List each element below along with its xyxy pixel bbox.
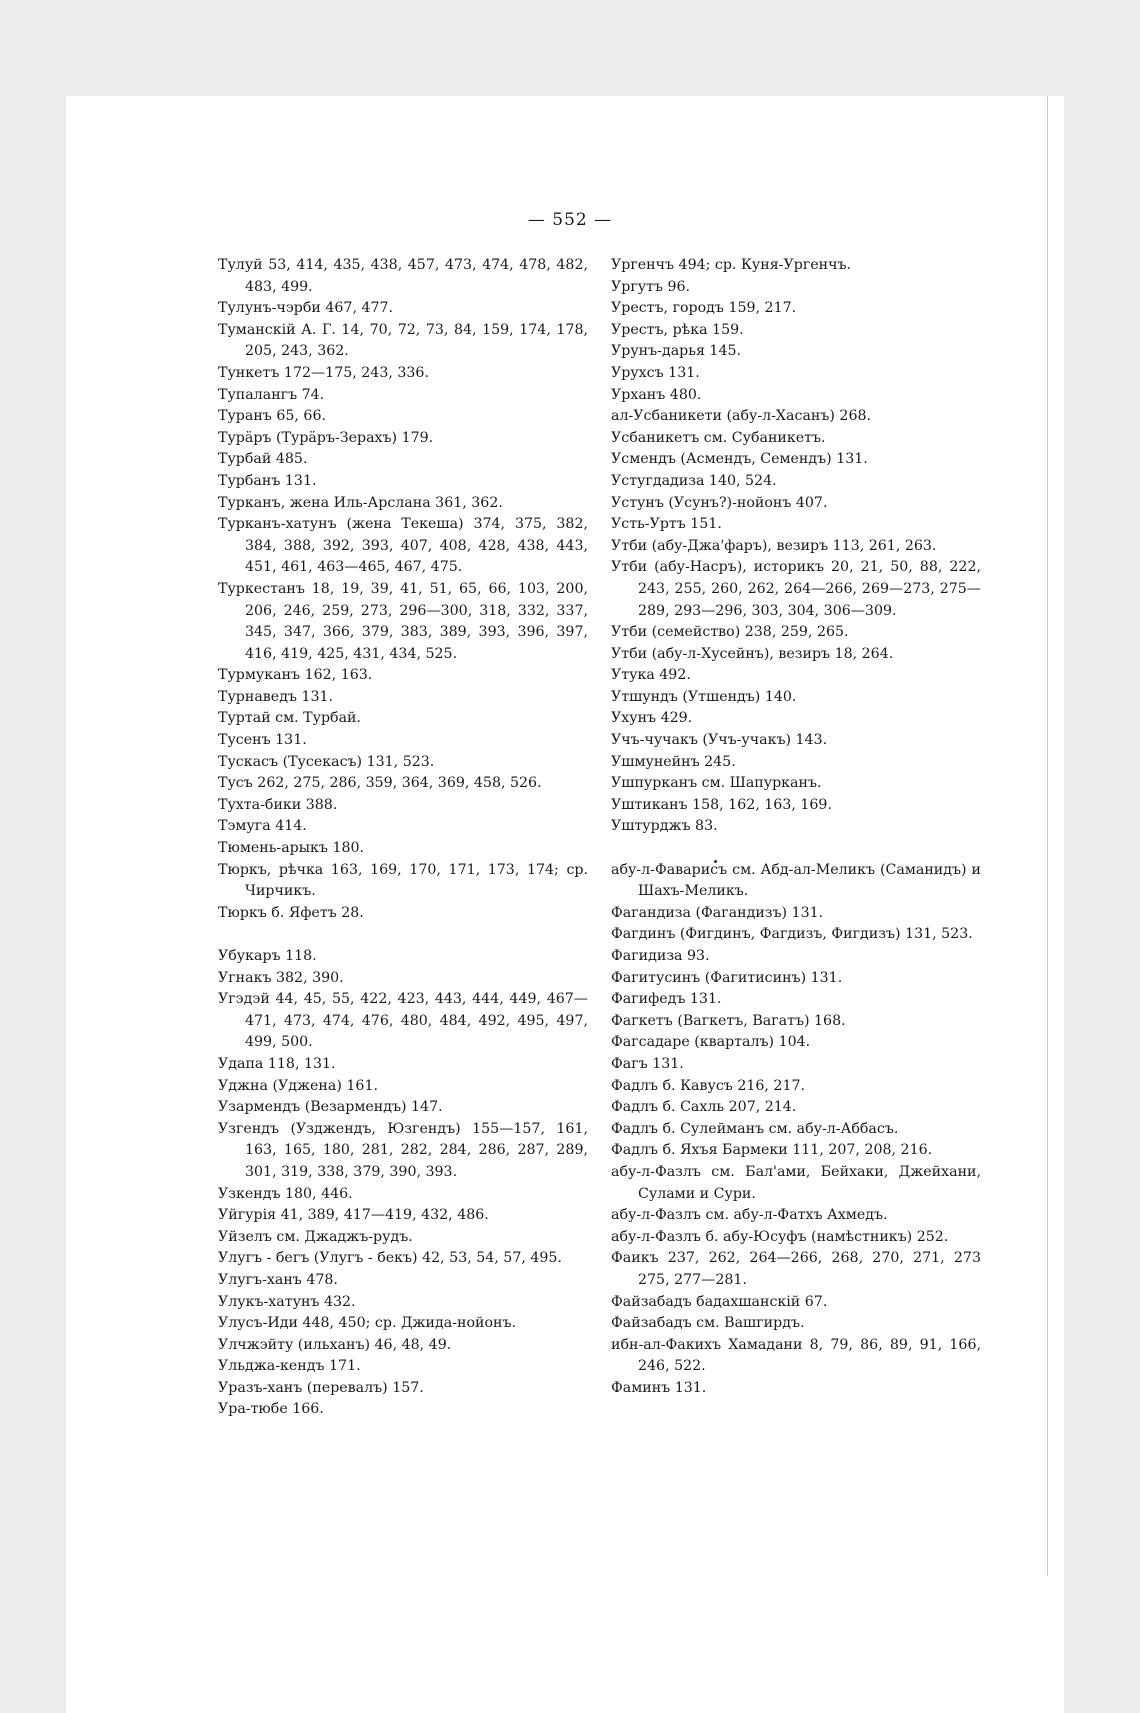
index-entry: Утби (семейство) 238, 259, 265.: [611, 624, 849, 641]
index-entry: Ухунъ 429.: [611, 710, 693, 727]
index-entry: Улчжэйту (ильханъ) 46, 48, 49.: [218, 1336, 452, 1353]
index-entry: Фаикъ 237, 262, 264—266, 268, 270, 271, 273 275, 277—281.: [611, 1250, 981, 1288]
index-entry: Фагкетъ (Вагкетъ, Вагатъ) 168.: [611, 1012, 846, 1029]
index-entry: Фадлъ б. Яхъя Бармеки 111, 207, 208, 216.: [611, 1142, 933, 1159]
index-entry: Тюмень-арыкъ 180.: [218, 840, 365, 857]
index-entry: Тусенъ 131.: [218, 732, 307, 749]
index-entry: Туманскій А. Г. 14, 70, 72, 73, 84, 159, 174, 178, 205, 243, 362.: [218, 321, 588, 360]
index-entry: Фадлъ б. Сулейманъ см. абу-л-Аббасъ.: [611, 1120, 899, 1137]
index-entry: Фагидиза 93.: [611, 948, 710, 964]
index-group-ur: [611, 255, 981, 838]
index-entry: Уразъ-ханъ (перевалъ) 157.: [218, 1379, 424, 1396]
index-entry: Улугъ - бегъ (Улугъ - бекъ) 42, 53, 54, 57, 495.: [218, 1250, 562, 1267]
index-entry: Фагифедъ 131.: [611, 991, 722, 1008]
index-entry: Угэдэй 44, 45, 55, 422, 423, 443, 444, 449, 467—471, 473, 474, 476, 480, 484, 492, 495, 497, 499, 500.: [218, 991, 588, 1051]
index-entry: Урунъ-дарья 145.: [611, 343, 742, 360]
page-edge-line: [1047, 96, 1048, 1576]
index-entry: Тупалангъ 74.: [218, 386, 325, 403]
index-entry: Тюркъ, рѣчка 163, 169, 170, 171, 173, 174; ср. Чирчикъ.: [218, 861, 588, 900]
index-entry: Тусъ 262, 275, 286, 359, 364, 369, 458, 526.: [218, 775, 542, 792]
index-entry: Файзабадъ бадахшанскій 67.: [611, 1293, 828, 1310]
index-entry: Фаминъ 131.: [611, 1379, 707, 1396]
index-entry: Фагсадаре (кварталъ) 104.: [611, 1034, 811, 1051]
index-entry: Угнакъ 382, 390.: [218, 969, 344, 986]
section-gap: [611, 838, 981, 860]
index-entry: Улусъ-Иди 448, 450; ср. Джида-нойонъ.: [218, 1315, 516, 1332]
index-entry: Усбаникетъ см. Субаникетъ.: [611, 429, 826, 446]
index-entry: Утшундъ (Утшендъ) 140.: [611, 688, 797, 705]
index-group-tu: [218, 255, 588, 924]
index-entry: Урестъ, городъ 159, 217.: [611, 300, 797, 317]
index-entry: Узкендъ 180, 446.: [218, 1185, 353, 1202]
right-column: [611, 255, 981, 1399]
index-entry: Уджна (Уджена) 161.: [218, 1077, 378, 1094]
index-entry: Туранъ 65, 66.: [218, 408, 326, 425]
index-entry: Урханъ 480.: [611, 386, 702, 403]
index-entry: абу-л-Фазлъ б. абу-Юсуфъ (намѣстникъ) 252.: [611, 1228, 949, 1245]
index-entry: Тункетъ 172—175, 243, 336.: [218, 364, 429, 381]
index-entry: Устунъ (Усунъ?)-нойонъ 407.: [611, 494, 828, 511]
section-gap: [218, 924, 588, 946]
page-number: — 552 —: [527, 210, 613, 230]
index-entry: Утука 492.: [611, 667, 691, 684]
index-entry: Турмуканъ 162, 163.: [218, 667, 373, 684]
index-entry: Тэмуга 414.: [218, 818, 307, 835]
index-entry: Урестъ, рѣка 159.: [611, 321, 744, 338]
index-entry: Турканъ-хатунъ (жена Текеша) 374, 375, 382, 384, 388, 392, 393, 407, 408, 428, 438, 443, 451, 461, 463—465, 467, 475.: [218, 516, 588, 576]
index-entry: Туркестанъ 18, 19, 39, 41, 51, 65, 66, 103, 200, 206, 246, 259, 273, 296—300, 318, 332, 337, 345, 347, 366, 379, 383, 389, 393, 396, 397, 416, 419, 425, 431, 434, 525.: [218, 580, 588, 662]
index-entry: Удапа 118, 131.: [218, 1055, 336, 1072]
index-entry: Улугъ-ханъ 478.: [218, 1271, 338, 1288]
index-entry: Урухсъ 131.: [611, 364, 700, 381]
index-entry: Утби (абу-Джа'фаръ), везиръ 113, 261, 263.: [611, 537, 937, 554]
index-entry: Турканъ, жена Иль-Арслана 361, 362.: [218, 494, 503, 511]
index-entry: Тускасъ (Тусекасъ) 131, 523.: [218, 753, 435, 770]
index-entry: Узармендъ (Везармендъ) 147.: [218, 1099, 443, 1116]
index-entry: абу-л-Фаварисъ см. Абд-ал-Меликъ (Саманидъ) и Шахъ-Меликъ.: [611, 861, 981, 900]
index-entry: Уйзелъ см. Джаджъ-рудъ.: [218, 1228, 413, 1245]
index-entry: Файзабадъ см. Вашгирдъ.: [611, 1315, 805, 1332]
index-entry: Ура-тюбе 166.: [218, 1401, 324, 1418]
index-entry: Ургенчъ 494; ср. Куня-Ургенчъ.: [611, 257, 852, 273]
index-entry: Утби (абу-Насръ), историкъ 20, 21, 50, 88, 222, 243, 255, 260, 262, 264—266, 269—273, 275—289, 293—296, 303, 304, 306—309.: [611, 559, 981, 619]
index-entry: Ушпурканъ см. Шапурканъ.: [611, 775, 822, 792]
index-entry: Фадлъ б. Сахль 207, 214.: [611, 1099, 797, 1116]
index-entry: Ульджа-кендъ 171.: [218, 1358, 361, 1375]
index-entry: Убукаръ 118.: [218, 948, 317, 964]
index-entry: Усмендъ (Асмендъ, Семендъ) 131.: [611, 451, 868, 468]
index-entry: Турбай 485.: [218, 451, 308, 468]
index-entry: Тюркъ б. Яфетъ 28.: [218, 904, 364, 921]
index-entry: Фагандиза (Фагандизъ) 131.: [611, 904, 824, 921]
index-entry: Турбанъ 131.: [218, 472, 317, 489]
index-group-u: [218, 946, 588, 1421]
index-entry: Фагдинъ (Фигдинъ, Фагдизъ, Фигдизъ) 131, 523.: [611, 926, 973, 943]
index-entry: Улукъ-хатунъ 432.: [218, 1293, 356, 1310]
index-entry: Усть-Уртъ 151.: [611, 516, 722, 533]
index-entry: Учъ-чучакъ (Учъ-учакъ) 143.: [611, 732, 828, 749]
index-entry: Фагъ 131.: [611, 1055, 684, 1072]
index-entry: Турäръ (Турäръ-Зерахъ) 179.: [218, 429, 434, 446]
index-group-f: [611, 860, 981, 1400]
index-entry: Фагитусинъ (Фагитисинъ) 131.: [611, 969, 843, 986]
left-column: [218, 255, 588, 1421]
index-entry: Тулунъ-чэрби 467, 477.: [218, 300, 394, 317]
index-entry: Тухта-бики 388.: [218, 796, 338, 813]
index-entry: Тулуй 53, 414, 435, 438, 457, 473, 474, 478, 482, 483, 499.: [218, 257, 588, 295]
index-entry: Турнаведъ 131.: [218, 688, 334, 705]
index-entry: Ургутъ 96.: [611, 278, 691, 295]
index-entry: Уйгурія 41, 389, 417—419, 432, 486.: [218, 1207, 489, 1224]
index-entry: Уштурджъ 83.: [611, 818, 718, 835]
index-entry: абу-л-Фазлъ см. абу-л-Фатхъ Ахмедъ.: [611, 1207, 888, 1224]
index-entry: Ушмунейнъ 245.: [611, 753, 736, 770]
index-entry: ибн-ал-Факихъ Хамадани 8, 79, 86, 89, 91, 166, 246, 522.: [611, 1336, 981, 1375]
index-entry: абу-л-Фазлъ см. Бал'ами, Бейхаки, Джейхани, Сулами и Сури.: [611, 1163, 981, 1202]
index-entry: Устугдадиза 140, 524.: [611, 472, 777, 489]
index-entry: Фадлъ б. Кавусъ 216, 217.: [611, 1077, 806, 1094]
index-entry: Уштиканъ 158, 162, 163, 169.: [611, 796, 832, 813]
index-entry: Узгендъ (Узджендъ, Юзгендъ) 155—157, 161, 163, 165, 180, 281, 282, 284, 286, 287, 289, 301, 319, 338, 379, 390, 393.: [218, 1120, 588, 1180]
index-entry: ал-Усбаникети (абу-л-Хасанъ) 268.: [611, 408, 872, 425]
index-entry: Туртай см. Турбай.: [218, 710, 362, 727]
index-entry: Утби (абу-л-Хусейнъ), везиръ 18, 264.: [611, 645, 894, 662]
